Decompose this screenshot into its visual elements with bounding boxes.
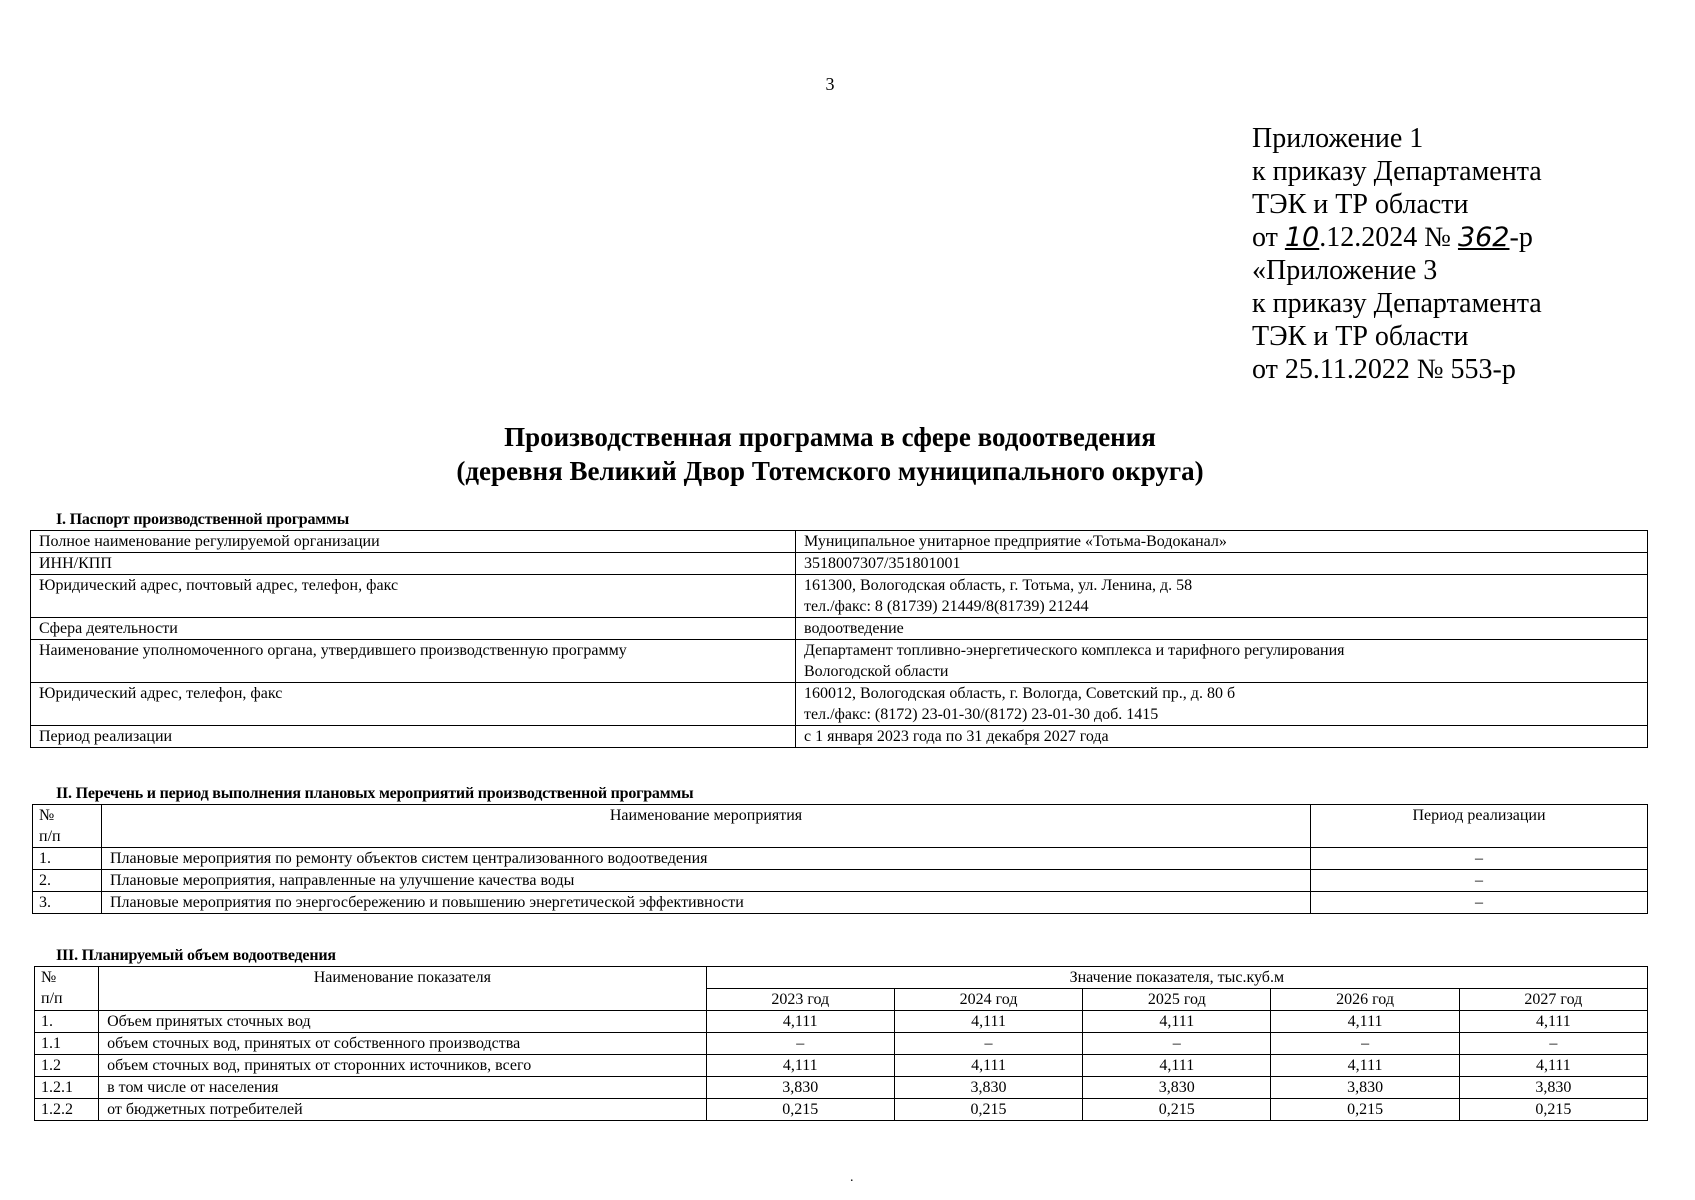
value-line: тел./факс: (8172) 23-01-30/(8172) 23-01-30 доб. 1415 — [804, 706, 1159, 723]
indicator-value: – — [1459, 1033, 1647, 1055]
section3-heading: III. Планируемый объем водоотведения — [56, 947, 336, 964]
year-header: 2025 год — [1083, 989, 1271, 1011]
title-line: (деревня Великий Двор Тотемского муниципального округа) — [456, 456, 1204, 486]
section1-heading: I. Паспорт производственной программы — [56, 511, 349, 528]
measures-table — [32, 804, 1648, 914]
col-num-header: № п/п — [35, 967, 99, 1011]
value-line: 160012, Вологодская область, г. Вологда, Советский пр., д. 80 б — [804, 685, 1236, 702]
indicator-value: 4,111 — [1271, 1055, 1459, 1077]
col-period-header: Период реализации — [1311, 805, 1648, 848]
indicator-value: 4,111 — [1083, 1011, 1271, 1033]
col-name-header: Наименование мероприятия — [102, 805, 1311, 848]
measure-name: Плановые мероприятия, направленные на улучшение качества воды — [102, 870, 1311, 892]
indicator-value: 3,830 — [1271, 1077, 1459, 1099]
indicator-value: 4,111 — [1459, 1055, 1647, 1077]
number-suffix: -р — [1509, 222, 1533, 253]
value-line: с 1 января 2023 года по 31 декабря 2027 года — [804, 728, 1109, 745]
passport-label: Наименование уполномоченного органа, утвердившего производственную программу — [31, 640, 796, 683]
table-row — [35, 1077, 1648, 1099]
row-number: 1.1 — [35, 1033, 99, 1055]
table-row — [31, 618, 1648, 640]
indicator-value: – — [1083, 1033, 1271, 1055]
indicator-name: Объем принятых сточных вод — [99, 1011, 707, 1033]
handwritten-day: 10 — [1284, 222, 1320, 253]
passport-value — [796, 618, 1648, 640]
indicator-value: 4,111 — [894, 1055, 1082, 1077]
volume-table — [34, 966, 1648, 1121]
appendix-line: к приказу Департамента — [1252, 156, 1542, 187]
measure-name: Плановые мероприятия по ремонту объектов систем централизованного водоотведения — [102, 848, 1311, 870]
indicator-value: 4,111 — [706, 1055, 894, 1077]
table-row — [31, 726, 1648, 748]
value-line: 3518007307/351801001 — [804, 555, 961, 572]
table-row — [33, 892, 1648, 914]
indicator-name: от бюджетных потребителей — [99, 1099, 707, 1121]
table-header-row — [35, 967, 1648, 989]
row-number: 1.2 — [35, 1055, 99, 1077]
table-row — [31, 683, 1648, 726]
measure-period: – — [1311, 870, 1648, 892]
indicator-value: 0,215 — [706, 1099, 894, 1121]
table-header-row — [33, 805, 1648, 848]
table-row — [35, 1055, 1648, 1077]
indicator-value: 3,830 — [894, 1077, 1082, 1099]
page-number: 3 — [825, 74, 835, 94]
table-row — [31, 575, 1648, 618]
measure-period: – — [1311, 848, 1648, 870]
col-value-header: Значение показателя, тыс.куб.м — [706, 967, 1647, 989]
table-row — [35, 1099, 1648, 1121]
appendix-line: ТЭК и ТР области — [1252, 321, 1469, 352]
table-row — [31, 553, 1648, 575]
passport-label: Период реализации — [31, 726, 796, 748]
year-header: 2024 год — [894, 989, 1082, 1011]
passport-value — [796, 553, 1648, 575]
indicator-value: 0,215 — [894, 1099, 1082, 1121]
table-row — [35, 1033, 1648, 1055]
indicator-value: 4,111 — [1083, 1055, 1271, 1077]
row-number: 1.2.2 — [35, 1099, 99, 1121]
row-number: 3. — [33, 892, 102, 914]
indicator-value: 4,111 — [1459, 1011, 1647, 1033]
value-line: Вологодской области — [804, 663, 949, 680]
appendix-order-line — [1252, 221, 1542, 254]
table-row — [33, 848, 1648, 870]
stray-mark: . — [850, 1170, 854, 1185]
row-number: 1.2.1 — [35, 1077, 99, 1099]
indicator-value: 4,111 — [1271, 1011, 1459, 1033]
indicator-name: объем сточных вод, принятых от собственного производства — [99, 1033, 707, 1055]
handwritten-number: 362 — [1457, 222, 1510, 253]
passport-value — [796, 575, 1648, 618]
table-row — [35, 1011, 1648, 1033]
passport-value — [796, 726, 1648, 748]
date-prefix: от — [1252, 222, 1285, 253]
passport-table — [30, 530, 1648, 748]
col-num-header: № п/п — [33, 805, 102, 848]
appendix-line: Приложение 1 — [1252, 123, 1424, 154]
indicator-value: 4,111 — [894, 1011, 1082, 1033]
passport-label: Полное наименование регулируемой организации — [31, 531, 796, 553]
row-number: 1. — [35, 1011, 99, 1033]
indicator-value: – — [706, 1033, 894, 1055]
title-line: Производственная программа в сфере водоотведения — [504, 422, 1156, 452]
indicator-value: 4,111 — [706, 1011, 894, 1033]
appendix-line: от 25.11.2022 № 553-р — [1252, 354, 1516, 385]
indicator-value: 3,830 — [706, 1077, 894, 1099]
year-header: 2023 год — [706, 989, 894, 1011]
value-line: Департамент топливно-энергетического комплекса и тарифного регулирования — [804, 642, 1345, 659]
passport-label: ИНН/КПП — [31, 553, 796, 575]
passport-value — [796, 683, 1648, 726]
value-line: 161300, Вологодская область, г. Тотьма, ул. Ленина, д. 58 — [804, 577, 1193, 594]
appendix-line: ТЭК и ТР области — [1252, 189, 1469, 220]
table-row — [31, 531, 1648, 553]
appendix-block — [1252, 122, 1542, 386]
appendix-line: «Приложение 3 — [1252, 255, 1438, 286]
indicator-value: 0,215 — [1083, 1099, 1271, 1121]
year-header: 2027 год — [1459, 989, 1647, 1011]
row-number: 2. — [33, 870, 102, 892]
passport-value — [796, 640, 1648, 683]
date-rest: .12.2024 № — [1319, 222, 1458, 253]
indicator-value: – — [1271, 1033, 1459, 1055]
value-line: тел./факс: 8 (81739) 21449/8(81739) 21244 — [804, 598, 1089, 615]
col-name-header: Наименование показателя — [99, 967, 707, 1011]
value-line: Муниципальное унитарное предприятие «Тотьма-Водоканал» — [804, 533, 1227, 550]
measure-name: Плановые мероприятия по энергосбережению и повышению энергетической эффективности — [102, 892, 1311, 914]
indicator-name: в том числе от населения — [99, 1077, 707, 1099]
table-row — [31, 640, 1648, 683]
indicator-name: объем сточных вод, принятых от сторонних источников, всего — [99, 1055, 707, 1077]
indicator-value: 0,215 — [1271, 1099, 1459, 1121]
passport-label: Сфера деятельности — [31, 618, 796, 640]
year-header: 2026 год — [1271, 989, 1459, 1011]
indicator-value: 3,830 — [1083, 1077, 1271, 1099]
indicator-value: 3,830 — [1459, 1077, 1647, 1099]
row-number: 1. — [33, 848, 102, 870]
passport-label: Юридический адрес, телефон, факс — [31, 683, 796, 726]
section2-heading: II. Перечень и период выполнения плановых мероприятий производственной программы — [56, 785, 694, 802]
document-title — [0, 420, 1660, 488]
indicator-value: – — [894, 1033, 1082, 1055]
passport-value — [796, 531, 1648, 553]
table-row — [33, 870, 1648, 892]
appendix-line: к приказу Департамента — [1252, 288, 1542, 319]
indicator-value: 0,215 — [1459, 1099, 1647, 1121]
passport-label: Юридический адрес, почтовый адрес, телефон, факс — [31, 575, 796, 618]
value-line: водоотведение — [804, 620, 904, 637]
measure-period: – — [1311, 892, 1648, 914]
